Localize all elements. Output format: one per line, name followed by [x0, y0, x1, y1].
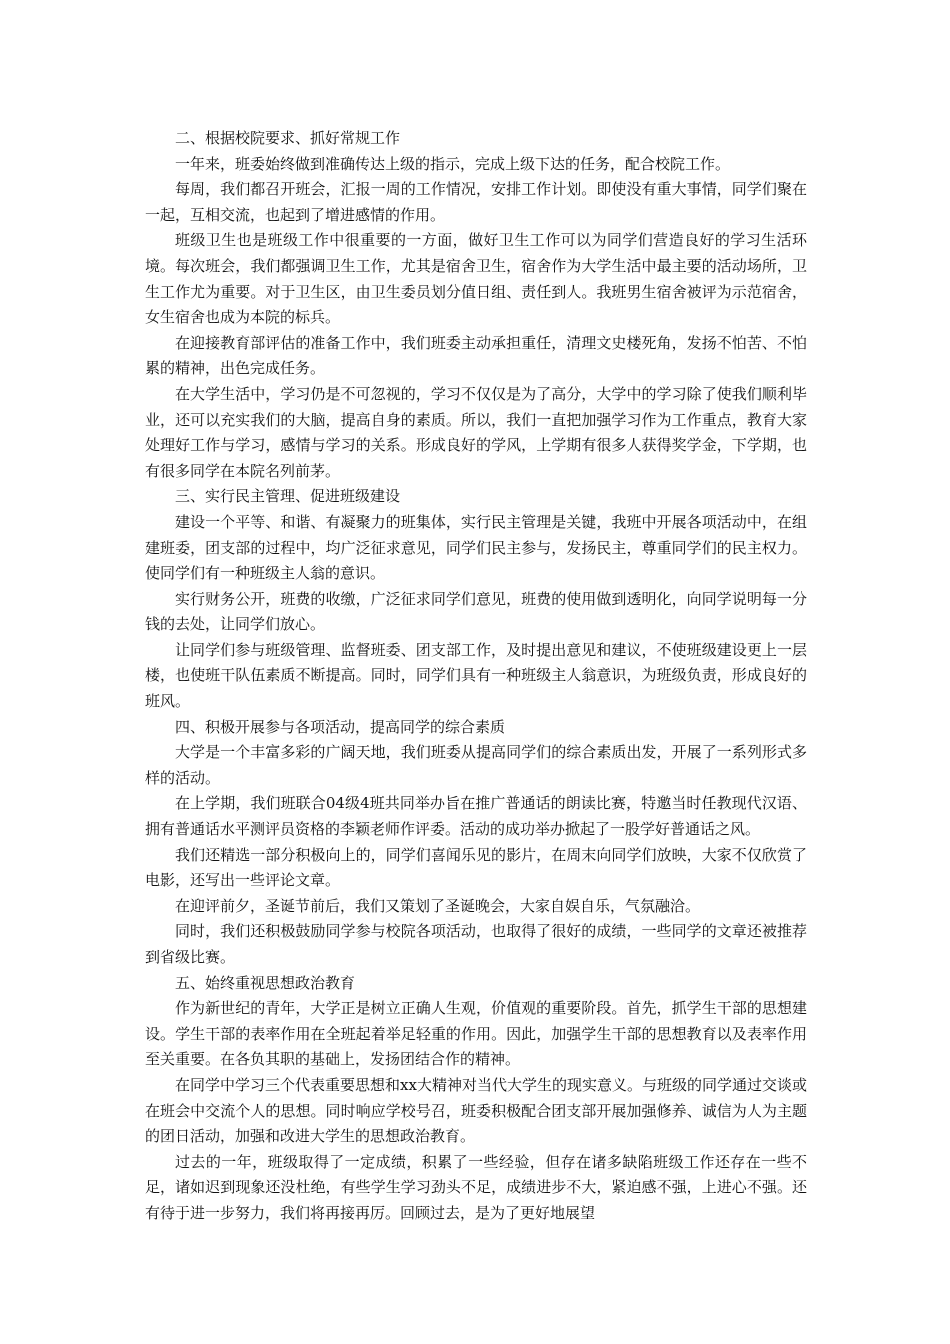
- paragraph: 在大学生活中，学习仍是不可忽视的，学习不仅仅是为了高分，大学中的学习除了使我们顺利毕业，还可以充实我们的大脑，提高自身的素质。所以，我们一直把加强学习作为工作重点，教育大家处理好工作与学习，感情与学习的关系。形成良好的学风，上学期有很多人获得奖学金，下学期，也有很多同学在本院名列前茅。: [145, 384, 807, 480]
- paragraph: 大学是一个丰富多彩的广阔天地，我们班委从提高同学们的综合素质出发，开展了一系列形式多样的活动。: [145, 743, 807, 787]
- paragraph: 同时，我们还积极鼓励同学参与校院各项活动，也取得了很好的成绩，一些同学的文章还被推荐到省级比赛。: [145, 922, 807, 966]
- paragraph: 建设一个平等、和谐、有凝聚力的班集体，实行民主管理是关键，我班中开展各项活动中，在组建班委，团支部的过程中，均广泛征求意见，同学们民主参与，发扬民主，尊重同学们的民主权力。使同学们有一种班级主人翁的意识。: [145, 512, 807, 583]
- paragraph: 一年来，班委始终做到准确传达上级的指示，完成上级下达的任务，配合校院工作。: [175, 154, 731, 173]
- paragraph: 在同学中学习三个代表重要思想和xx大精神对当代大学生的现实意义。与班级的同学通过交谈或在班会中交流个人的思想。同时响应学校号召，班委积极配合团支部开展加强修养、诚信为人为主题的团日活动，加强和改进大学生的思想政治教育。: [145, 1075, 807, 1146]
- paragraph: 班级卫生也是班级工作中很重要的一方面，做好卫生工作可以为同学们营造良好的学习生活环境。每次班会，我们都强调卫生工作，尤其是宿舍卫生，宿舍作为大学生活中最主要的活动场所，卫生工作尤为重要。对于卫生区，由卫生委员划分值日组、责任到人。我班男生宿舍被评为示范宿舍，女生宿舍也成为本院的标兵。: [145, 231, 807, 327]
- paragraph: 作为新世纪的青年，大学正是树立正确人生观，价值观的重要阶段。首先，抓学生干部的思想建设。学生干部的表率作用在全班起着举足轻重的作用。因此，加强学生干部的思想教育以及表率作用至关重要。在各负其职的基础上，发扬团结合作的精神。: [145, 999, 807, 1069]
- document-body: [145, 126, 807, 1227]
- paragraph: 我们还精选一部分积极向上的，同学们喜闻乐见的影片，在周末向同学们放映，大家不仅欣赏了电影，还写出一些评论文章。: [145, 845, 807, 890]
- paragraph: 在迎评前夕，圣诞节前后，我们又策划了圣诞晚会，大家自娱自乐，气氛融洽。: [175, 896, 701, 915]
- paragraph: 让同学们参与班级管理、监督班委、团支部工作，及时提出意见和建议，不使班级建设更上一层楼，也使班干队伍素质不断提高。同时，同学们具有一种班级主人翁意识，为班级负责，形成良好的班风。: [145, 640, 807, 711]
- section-heading-3: 三、实行民主管理、促进班级建设: [175, 487, 401, 506]
- paragraph: 在迎接教育部评估的准备工作中，我们班委主动承担重任，清理文史楼死角，发扬不怕苦、不怕累的精神，出色完成任务。: [145, 333, 807, 378]
- section-heading-4: 四、积极开展参与各项活动，提高同学的综合素质: [175, 717, 506, 736]
- paragraph: 在上学期，我们班联合04级4班共同举办旨在推广普通话的朗读比赛，特邀当时任教现代汉语、拥有普通话水平测评员资格的李颖老师作评委。活动的成功举办掀起了一股学好普通话之风。: [145, 794, 807, 839]
- paragraph: 每周，我们都召开班会，汇报一周的工作情况，安排工作计划。即使没有重大事情，同学们聚在一起，互相交流，也起到了增进感情的作用。: [145, 180, 807, 224]
- section-heading-2: 二、根据校院要求、抓好常规工作: [175, 129, 401, 147]
- paragraph: 实行财务公开，班费的收缴，广泛征求同学们意见，班费的使用做到透明化，向同学说明每一分钱的去处，让同学们放心。: [145, 589, 807, 634]
- section-heading-5: 五、始终重视思想政治教育: [175, 973, 356, 992]
- paragraph: 过去的一年，班级取得了一定成绩，积累了一些经验，但存在诸多缺陷班级工作还存在一些不足，诸如迟到现象还没杜绝，有些学生学习劲头不足，成绩进步不大，紧迫感不强，上进心不强。还有待于进一步努力，我们将再接再厉。回顾过去，是为了更好地展望: [145, 1152, 807, 1222]
